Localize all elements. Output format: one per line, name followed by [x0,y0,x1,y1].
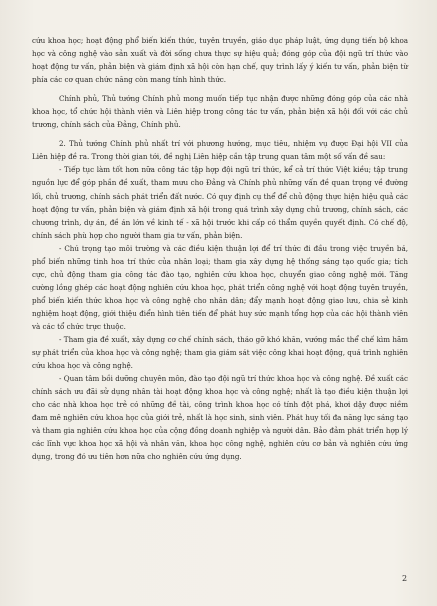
paragraph-bullet-1: - Tiếp tục làm tốt hơn nữa công tác tập hợp đội ngũ trí thức, kể cả trí thức Việt kiều; tập trung nguồn lực để góp phần đề xuất, tham mưu cho Đảng và Chính phủ những vấn đề quan trọng về đường lối, chủ trương, chính sách phát triển đất nước. Có quy định cụ thể để chủ động thực hiện hiệu quả các hoạt động tư vấn, phản biện và giám định xã hội trong quá trình xây dựng chủ trương, chính sách, các chương trình, dự án, đề án lớn về kinh tế - xã hội trước khi cấp có thẩm quyền quyết định. Có chế độ, chính sách phù hợp cho người tham gia tư vấn, phản biện. [32,165,408,240]
paragraph-government-request: Chính phủ, Thủ tướng Chính phủ mong muốn tiếp tục nhận được những đóng góp của các nhà khoa học, tổ chức hội thành viên và Liên hiệp trong công tác tư vấn, phản biện xã hội đối với các chủ trương, chính sách của Đảng, Chính phủ. [32,94,408,130]
document-body [32,34,408,464]
paragraph-continuation: cứu khoa học; hoạt động phổ biến kiến thức, tuyên truyền, giáo dục pháp luật, ứng dụng tiến bộ khoa học và công nghệ vào sản xuất và đời sống chưa thực sự hiệu quả; đóng góp của đội ngũ trí thức vào hoạt động tư vấn, phản biện và giám định xã hội còn hạn chế, quy trình lấy ý kiến tư vấn, phản biện từ phía các cơ quan chức năng còn mang tính hình thức. [32,36,408,85]
paragraph-bullet-4: - Quan tâm bồi dưỡng chuyên môn, đào tạo đội ngũ trí thức khoa học và công nghệ. Đề xuất các chính sách ưu đãi sử dụng nhân tài hoạt động khoa học và công nghệ; nhất là tạo điều kiện thuận lợi cho các nhà khoa học trẻ có những đề tài, công trình khoa học có tính đột phá, khơi dậy được niềm đam mê nghiên cứu khoa học của giới trẻ, nhất là học sinh, sinh viên. Phát huy tối đa năng lực sáng tạo và tham gia nghiên cứu khoa học của cộng đồng doanh nghiệp và người dân. Bảo đảm phát triển hợp lý các lĩnh vực khoa học xã hội và nhân văn, khoa học công nghệ, nghiên cứu cơ bản và nghiên cứu ứng dụng, trong đó ưu tiên hơn nữa cho nghiên cứu ứng dụng. [32,374,408,462]
paragraph-bullet-2: - Chú trọng tạo môi trường và các điều kiện thuận lợi để trí thức đi đầu trong việc truyền bá, phổ biến những tinh hoa trí thức của nhân loại; tham gia xây dựng hệ thống sáng tạo quốc gia; tích cực, chủ động tham gia công tác đào tạo, nghiên cứu khoa học, chuyển giao công nghệ mới. Tăng cường lồng ghép các hoạt động nghiên cứu khoa học, phát triển công nghệ với hoạt động tuyên truyền, phổ biến kiến thức khoa học và công nghệ cho nhân dân; đẩy mạnh hoạt động giao lưu, chia sẻ kinh nghiệm hoạt động, giới thiệu điển hình tiên tiến để phát huy sức mạnh tổng hợp của các hội thành viên và các tổ chức trực thuộc. [32,243,408,331]
paragraph-bullet-3: - Tham gia đề xuất, xây dựng cơ chế chính sách, tháo gỡ khó khăn, vướng mắc thể chế kìm hãm sự phát triển của khoa học và công nghệ; tham gia giám sát việc công khai hoạt động, quá trình nghiên cứu khoa học và công nghệ. [32,335,408,371]
paragraph-section-2: 2. Thủ tướng Chính phủ nhất trí với phương hướng, mục tiêu, nhiệm vụ được Đại hội VII của Liên hiệp đề ra. Trong thời gian tới, đề nghị Liên hiệp cần tập trung quan tâm một số vấn đề sau: [32,139,408,162]
page-number: 2 [402,574,408,583]
